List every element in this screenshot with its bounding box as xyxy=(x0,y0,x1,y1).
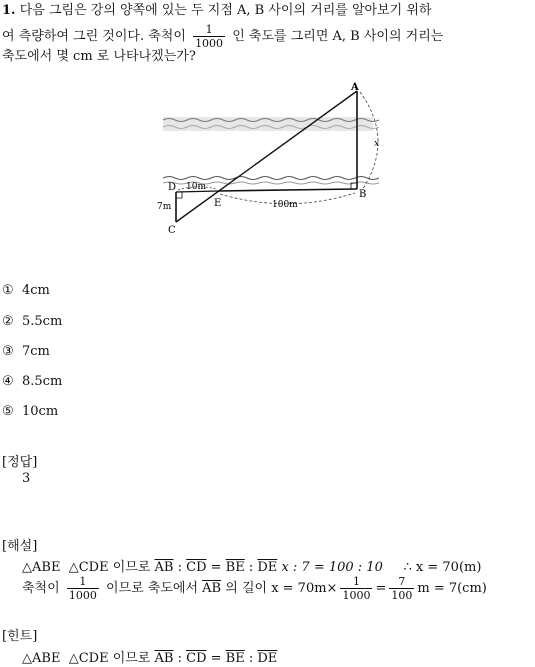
question-text-2: 여 측량하여 그린 것이다. 축척이 xyxy=(2,29,186,44)
segment-ab-text-2: $\overline{AB}$ xyxy=(202,581,222,596)
explanation-equals: = xyxy=(375,581,387,596)
explanation-fraction-2-num: 1 xyxy=(340,575,372,589)
label-A: A xyxy=(351,82,359,93)
hint-segment-ab: $\overline{AB}$ xyxy=(154,651,174,666)
explanation-reduction-text: 이므로 축도에서 xyxy=(105,581,199,596)
hint-triangle-abe: △ABE xyxy=(22,651,61,666)
option-2[interactable] xyxy=(2,314,62,329)
question-number: 1. xyxy=(2,3,16,18)
label-10m: 10m xyxy=(186,182,206,192)
option-3[interactable] xyxy=(2,344,50,359)
explanation-fraction-3-num: 7 xyxy=(389,575,414,589)
question-line-2 xyxy=(2,22,443,52)
explanation-length-text: 의 길이 x = 70m× xyxy=(225,581,338,596)
explanation-scale-text: 축척이 xyxy=(22,581,60,596)
label-x: x xyxy=(374,139,380,149)
segment-cd-text: $\overline{CD}$ xyxy=(186,560,207,575)
option-4[interactable] xyxy=(2,374,62,389)
hint-label: [힌트] xyxy=(2,629,38,644)
option-5[interactable] xyxy=(2,404,58,419)
hint-segment-be: $\overline{BE}$ xyxy=(225,651,245,666)
explanation-fraction-1-den: 1000 xyxy=(68,589,97,602)
scale-fraction xyxy=(193,23,225,50)
option-1-mark: ① xyxy=(2,283,14,298)
explanation-triangle-abe: △ABE xyxy=(22,560,61,575)
label-7m: 7m xyxy=(157,202,172,212)
segment-ab-text: $\overline{AB}$ xyxy=(154,560,174,575)
hint-segment-de: $\overline{DE}$ xyxy=(257,651,278,666)
explanation-fraction-2 xyxy=(340,575,372,602)
label-D: D xyxy=(168,182,177,193)
river-figure xyxy=(0,80,535,240)
answer-label: [정답] xyxy=(2,455,38,470)
segment-AC xyxy=(176,91,357,222)
option-4-mark: ④ xyxy=(2,374,14,389)
option-3-text: 7cm xyxy=(22,344,50,359)
option-5-text: 10cm xyxy=(22,404,59,419)
explanation-ratio: x : 7 = 100 : 10 xyxy=(281,560,383,575)
hint-segment-cd: $\overline{CD}$ xyxy=(186,651,207,666)
option-4-text: 8.5cm xyxy=(22,374,63,389)
explanation-line-2 xyxy=(22,574,487,604)
explanation-fraction-1-num: 1 xyxy=(67,575,99,589)
question-text-3: 축도에서 몇 cm 로 나타나겠는가? xyxy=(2,49,196,64)
explanation-fraction-2-den: 1000 xyxy=(342,589,371,602)
question-line-3 xyxy=(2,49,196,65)
river-bank-top xyxy=(163,117,379,131)
question-text-1: 다음 그림은 강의 양쪽에 있는 두 지점 A, B 사이의 거리를 알아보기 위하 xyxy=(19,3,432,18)
explanation-result: ∴ x = 70(m) xyxy=(403,560,482,575)
explanation-fraction-1 xyxy=(67,575,99,602)
label-B: B xyxy=(359,189,367,200)
explanation-similar-text: △CDE 이므로 xyxy=(68,560,151,575)
segment-de-text: $\overline{DE}$ xyxy=(257,560,278,575)
option-2-text: 5.5cm xyxy=(22,314,63,329)
hint-similar-text: △CDE 이므로 xyxy=(68,651,151,666)
option-1-text: 4cm xyxy=(22,283,50,298)
explanation-label: [해설] xyxy=(2,539,38,554)
explanation-fraction-3 xyxy=(389,575,414,602)
right-angle-D xyxy=(176,192,182,198)
segment-be-text: $\overline{BE}$ xyxy=(225,560,245,575)
segment-EB xyxy=(218,189,357,191)
explanation-line-1: △ABE △CDE 이므로 $\overline{AB}$ : $\overline{CD} = \overline{BE}$ : $\overline{DE}$ x : 7 = 100 : 10 ∴ x = 70(m) xyxy=(22,560,482,575)
scale-denominator: 1000 xyxy=(195,37,224,50)
label-E: E xyxy=(214,198,222,209)
option-5-mark: ⑤ xyxy=(2,404,14,419)
label-100m: 100m xyxy=(272,200,298,210)
label-C: C xyxy=(168,225,176,236)
explanation-fraction-3-den: 100 xyxy=(391,589,413,602)
option-2-mark: ② xyxy=(2,314,14,329)
scale-numerator: 1 xyxy=(193,23,225,37)
question-text-2b: 인 축도를 그리면 A, B 사이의 거리는 xyxy=(232,29,444,44)
question-line-1 xyxy=(2,3,431,19)
hint-line: △ABE △CDE 이므로 $\overline{AB}$ : $\overline{CD} = \overline{BE}$ : $\overline{DE}$ xyxy=(22,651,278,666)
option-3-mark: ③ xyxy=(2,344,14,359)
explanation-final: m = 7(cm) xyxy=(417,581,487,596)
answer-value: 3 xyxy=(22,471,31,486)
option-1[interactable] xyxy=(2,283,50,298)
